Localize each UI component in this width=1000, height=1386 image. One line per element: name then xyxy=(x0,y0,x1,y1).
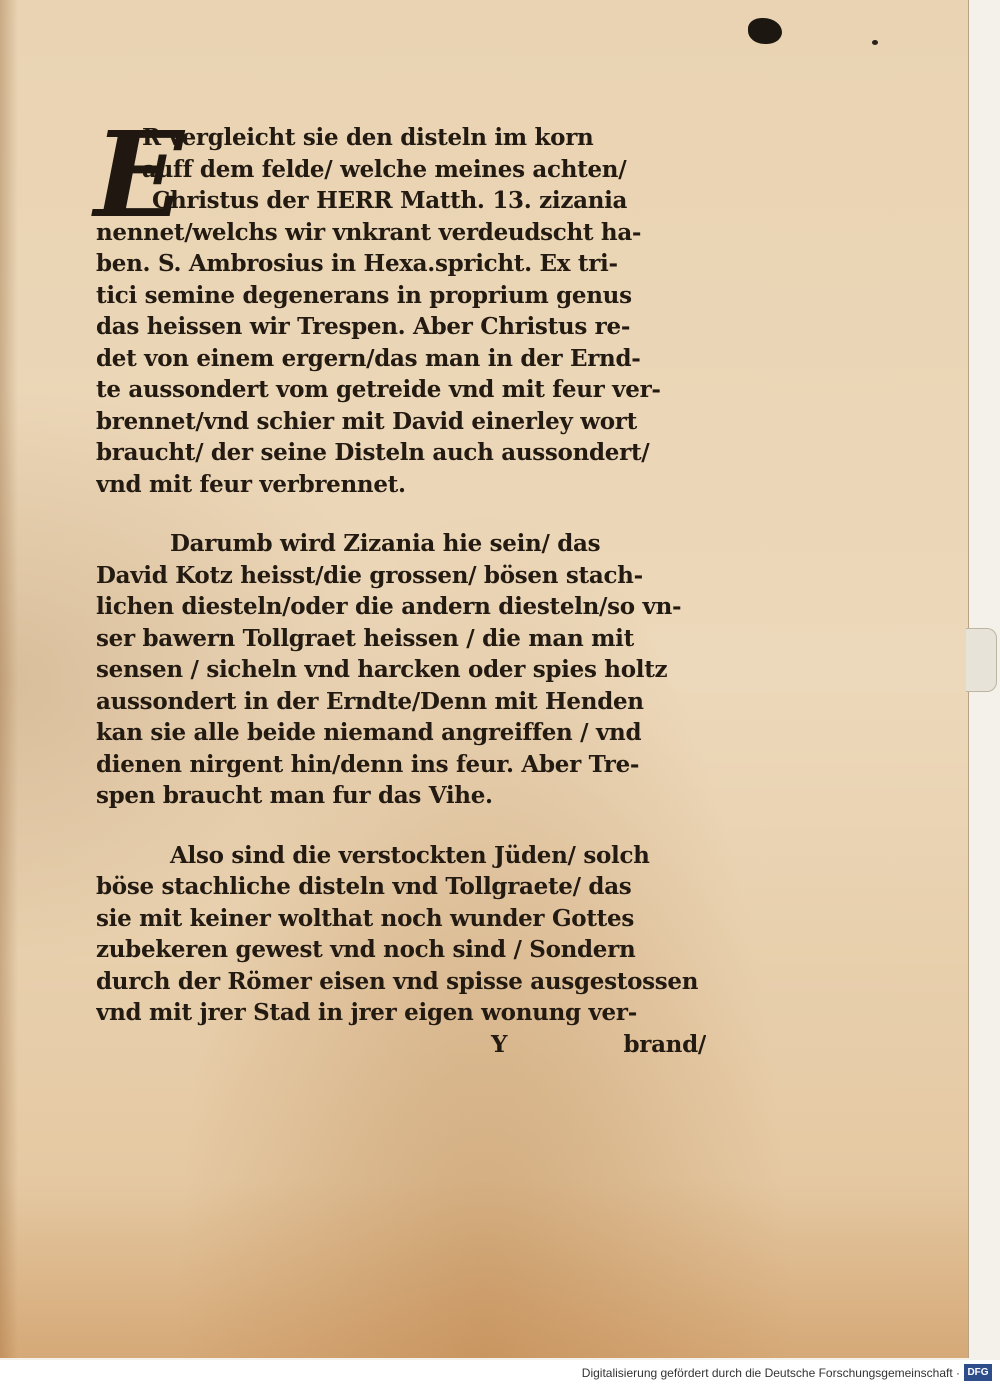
text-line: vnd mit jrer Stad in jrer eigen wonung ver- xyxy=(96,999,637,1026)
ink-blot xyxy=(748,18,782,44)
text-line: sensen / sicheln vnd harcken oder spies holtz xyxy=(96,656,668,683)
funding-credit: Digitalisierung gefördert durch die Deutsche Forschungsgemeinschaft · xyxy=(581,1366,960,1380)
page-text xyxy=(94,105,706,1060)
text-line: Darumb wird Zizania hie sein/ das xyxy=(170,530,601,557)
text-line: lichen diesteln/oder die andern diesteln/so vn- xyxy=(96,593,682,620)
text-line: spen braucht man fur das Vihe. xyxy=(96,782,493,809)
catchword: brand/ xyxy=(623,1030,706,1058)
text-line: das heissen wir Trespen. Aber Christus re- xyxy=(96,313,631,340)
dfg-logo: DFG xyxy=(964,1364,992,1381)
paragraph-2 xyxy=(96,528,706,812)
text-line: aussondert in der Erndte/Denn mit Henden xyxy=(96,687,644,715)
water-stain xyxy=(0,1180,968,1358)
text-line: det von einem ergern/das man in der Ernd- xyxy=(96,344,641,372)
text-line: David Kotz heisst/die grossen/ bösen stach- xyxy=(96,561,643,589)
page-shadow-edge xyxy=(0,0,18,1358)
paragraph-1 xyxy=(94,105,706,500)
signature-mark: Y xyxy=(491,1030,508,1058)
text-line: braucht/ der seine Disteln auch aussondert/ xyxy=(96,439,650,466)
text-line: R vergleicht sie den disteln im korn xyxy=(142,124,594,151)
catchword-line xyxy=(96,1029,706,1061)
text-line: sie mit keiner wolthat noch wunder Gottes xyxy=(96,904,634,932)
text-line: Christus der HERR Matth. 13. zizania xyxy=(152,187,628,214)
text-line: böse stachliche disteln vnd Tollgraete/ das xyxy=(96,873,632,900)
paragraph-3 xyxy=(96,840,706,1061)
text-line: durch der Römer eisen vnd spisse ausgestossen xyxy=(96,967,699,995)
footer-bar xyxy=(0,1360,1000,1386)
text-line: auff dem felde/ welche meines achten/ xyxy=(142,155,627,183)
text-line: nennet/welchs wir vnkrant verdeudscht ha- xyxy=(96,218,642,246)
text-line: vnd mit feur verbrennet. xyxy=(96,470,406,498)
paragraph-gap xyxy=(96,500,706,528)
page-edge-tab xyxy=(966,628,997,692)
text-line: ser bawern Tollgraet heissen / die man mit xyxy=(96,624,634,652)
paragraph-gap xyxy=(96,812,706,840)
text-line: tici semine degenerans in proprium genus xyxy=(96,281,632,309)
text-line: zubekeren gewest vnd noch sind / Sondern xyxy=(96,936,636,963)
text-line: dienen nirgent hin/denn ins feur. Aber Tre- xyxy=(96,750,640,778)
drop-cap: E xyxy=(94,105,184,244)
ink-dot xyxy=(872,40,878,45)
text-line: te aussondert vom getreide vnd mit feur ver- xyxy=(96,376,661,403)
text-line: Also sind die verstockten Jüden/ solch xyxy=(170,841,650,869)
text-line: kan sie alle beide niemand angreiffen / vnd xyxy=(96,719,642,746)
text-line: brennet/vnd schier mit David einerley wort xyxy=(96,407,637,435)
text-line: ben. S. Ambrosius in Hexa.spricht. Ex tri- xyxy=(96,250,618,277)
